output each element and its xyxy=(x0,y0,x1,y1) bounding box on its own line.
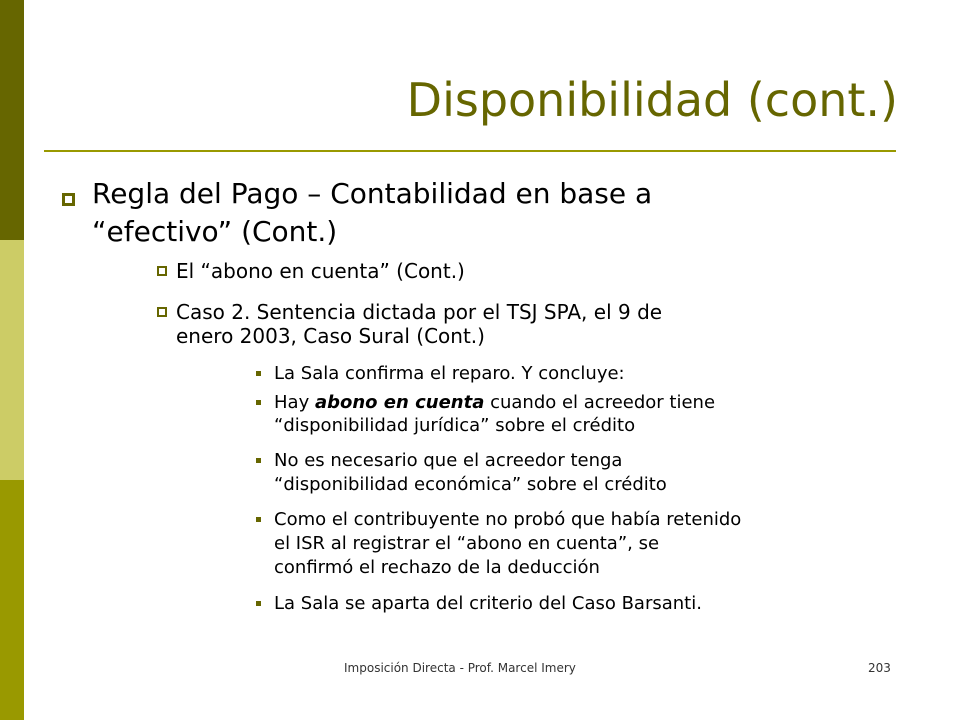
bullet-dot-icon xyxy=(256,400,261,405)
bullet-small-square-icon xyxy=(157,266,167,276)
level3-item2-pre: Hay xyxy=(274,392,315,413)
level2-item2-line2: enero 2003, Caso Sural (Cont.) xyxy=(176,324,485,348)
bullet-dot-icon xyxy=(256,458,261,463)
sidebar-band-top xyxy=(0,0,24,240)
level3-item4-line1: Como el contribuyente no probó que había retenido xyxy=(274,509,742,530)
level3-item4-line2: el ISR al registrar el “abono en cuenta”, se xyxy=(274,533,660,554)
footer-text: Imposición Directa - Prof. Marcel Imery xyxy=(344,661,576,675)
level3-item2-emphasis: abono en cuenta xyxy=(314,392,485,413)
level1-line2: “efectivo” (Cont.) xyxy=(92,215,338,248)
level3-item4-line3: confirmó el rechazo de la deducción xyxy=(274,557,600,578)
bullet-small-square-icon xyxy=(157,307,167,317)
level1-line1: Regla del Pago – Contabilidad en base a xyxy=(92,177,653,210)
bullet-dot-icon xyxy=(256,517,261,522)
title-divider xyxy=(44,150,896,152)
level2-item2-line1: Caso 2. Sentencia dictada por el TSJ SPA, el 9 de xyxy=(176,300,663,324)
bullet-square-icon xyxy=(62,193,75,206)
sidebar-band-middle xyxy=(0,240,24,480)
sidebar-band-bottom xyxy=(0,480,24,720)
bullet-dot-icon xyxy=(256,601,261,606)
level3-item2-line2: “disponibilidad jurídica” sobre el crédito xyxy=(274,415,636,436)
slide-title: Disponibilidad (cont.) xyxy=(406,73,898,127)
bullet-dot-icon xyxy=(256,371,261,376)
level3-item3-line1: No es necesario que el acreedor tenga xyxy=(274,450,623,471)
level3-item2-post: cuando el acreedor tiene xyxy=(484,392,716,413)
level3-item1: La Sala confirma el reparo. Y concluye: xyxy=(274,363,625,384)
page-number: 203 xyxy=(868,661,891,675)
level3-item3-line2: “disponibilidad económica” sobre el crédito xyxy=(274,474,667,495)
level3-item5: La Sala se aparta del criterio del Caso Barsanti. xyxy=(274,593,702,614)
level3-item2-line1 xyxy=(274,391,715,414)
level2-item1: El “abono en cuenta” (Cont.) xyxy=(176,259,465,283)
